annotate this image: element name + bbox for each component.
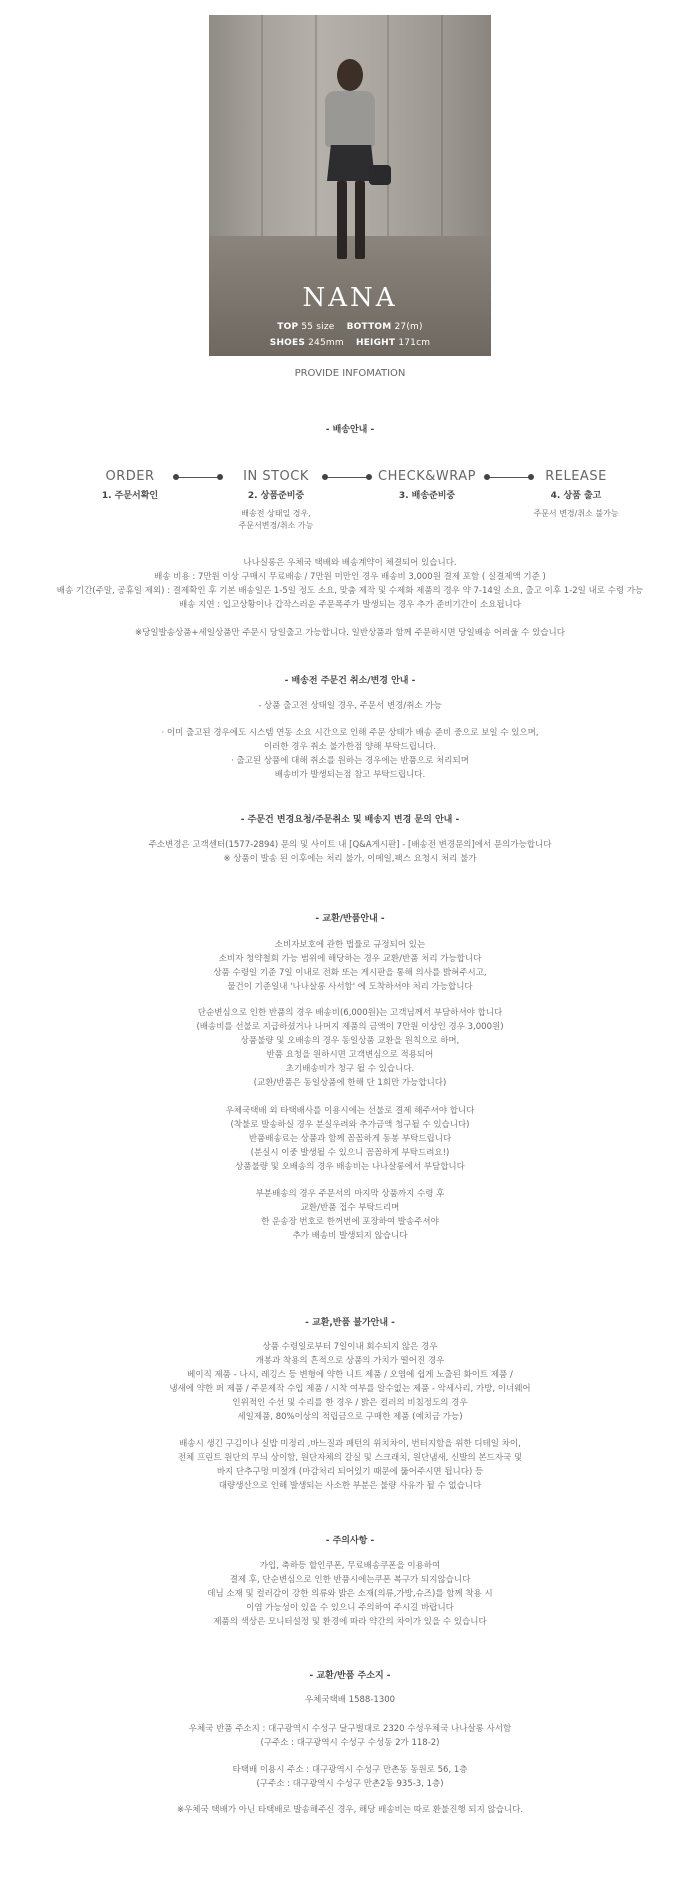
step-sub: 4. 상품 출고 [550,491,602,501]
exchange-text-line: (배송비를 선불로 지급하셨거나 나머지 제품의 금액이 7만원 이상인 경우 3,000원) [196,1022,504,1032]
arrow-dot [528,474,534,480]
cancel-line: - 상품 출고전 상태일 경우, 주문서 변경/취소 가능 [258,701,442,711]
arrow-dot [322,474,328,480]
model-figure-leg [337,181,347,259]
step-order [60,469,200,501]
exchange-text-line: 반품배송료는 상품과 함께 꼼꼼하게 동봉 부탁드립니다 [248,1134,452,1144]
caution-block [0,1559,700,1629]
address-block-other [0,1763,700,1791]
step-desc [506,508,646,520]
no-return-section-title: - 교환,반품 불가안내 - [305,1318,395,1328]
no-return-block [0,1437,700,1493]
step-name: ORDER [105,469,155,484]
model-name: NANA [302,283,398,313]
caution-text-line: 가입, 축하등 할인쿠폰, 무료배송쿠폰을 이용하여 [259,1561,441,1571]
step-sub: 2. 상품준비중 [247,491,305,501]
caution-text-line: 이염 가능성이 있을 수 있으니 주의하여 주시길 바랍니다 [246,1603,454,1613]
step-desc-line: 배송전 상태일 경우, [241,509,311,518]
cancel-text-line: 이러한 경우 취소 불가한점 양해 부탁드립니다. [263,742,437,752]
exchange-text-line: 상품 수령일 기준 7일 이내로 전화 또는 게시판을 통해 의사를 밝혀주시고, [213,968,487,978]
arrow-dot [366,474,372,480]
shipping-info-line: 배송 기간(주말, 공휴일 제외) : 결제확인 후 기본 배송일은 1-5일 정도 소요, 맞춤 제작 및 수제화 제품의 경우 약 7-14일 소요, 출고 이후 1-2일 내로 수령 가능 [56,586,644,596]
exchange-text-line: 소비자 청약철회 가능 범위에 해당하는 경우 교환/반품 처리 가능합니다 [218,954,482,964]
step-check-wrap [357,469,497,501]
exchange-text-line: 소비자보호에 관한 법률로 규정되어 있는 [274,940,426,950]
address-text-line: 우체국 반품 주소지 : 대구광역시 수성구 달구벌대로 2320 수성우체국 나나살롱 사서함 [188,1724,512,1734]
step-desc [206,508,346,532]
shipping-info-line: ※당일발송상품+세일상품만 주문시 당일출고 가능합니다. 일반상품과 함께 주문하시면 당일배송 어려울 수 있습니다 [135,628,565,638]
step-arrow [176,477,220,478]
step-name: CHECK&WRAP [378,469,476,484]
shipping-info-line: 나나실롱은 우체국 택배와 배송계약이 체결되어 있습니다. [243,558,457,568]
address-text-line: (구주소 : 대구광역시 수성구 만촌2동 935-3, 1층) [256,1779,444,1789]
exchange-text-line: 상품불량 및 오배송의 경우 동일상품 교환을 원칙으로 하며, [240,1036,460,1046]
address-block-post [0,1722,700,1750]
exchange-block [0,938,700,994]
no-return-text-line: 전체 프린트 원단의 무늬 상이함, 원단자체의 갈실 및 스크래치, 원단냄새, 신발의 본드자국 및 [177,1453,523,1463]
inquiry-block [0,838,700,866]
shipping-info-line: 배송 비용 : 7만원 이상 구매시 무료배송 / 7만원 미만인 경우 배송비 3,000원 결제 포함 ( 실결제액 기준 ) [154,572,546,582]
exchange-text-line: (교환/반품은 동일상품에 한해 단 1회만 가능합니다) [253,1078,447,1088]
model-photo [209,15,491,356]
model-figure-head [337,59,363,91]
no-return-block [0,1340,700,1424]
step-arrow [325,477,369,478]
cancel-text-line: · 이미 출고된 경우에도 시스템 연동 소요 시간으로 인해 주문 상태가 배송 준비 중으로 보일 수 있으며, [161,728,539,738]
no-return-text-line: 배송시 생긴 구김이나 실밥 미정리 ,바느질과 패턴의 위치차이, 번터지함을 위한 디테일 차이, [179,1439,521,1449]
spec-value-height: 171cm [398,338,431,348]
spec-value-top: 55 size [301,322,335,332]
step-arrow [487,477,531,478]
exchange-text-line: 우체국택배 외 타택배사를 이용시에는 선불로 결제 해주셔야 합니다 [225,1106,475,1116]
address-text-line: (구주소 : 대구광역시 수성구 수성동 2가 118-2) [260,1738,440,1748]
shipping-info-block [0,556,700,640]
exchange-section-title: - 교환/반품안내 - [315,914,385,924]
model-spec-line [209,338,491,348]
cancel-text-line: · 출고된 상품에 대해 취소를 원하는 경우에는 반품으로 처리되며 [231,756,469,766]
exchange-text-line: 단순변심으로 인한 반품의 경우 배송비(6,000원)는 고객님께서 부담하셔야 합니다 [197,1008,503,1018]
model-figure-skirt [327,145,375,181]
shipping-section-title: - 배송안내 - [325,425,375,435]
step-sub: 3. 배송준비중 [398,491,456,501]
address-section-title: - 교환/반품 주소지 - [309,1671,391,1681]
inquiry-text-line: 주소변경은 고객센터(1577-2894) 문의 및 사이트 내 [Q&A게시판] - [배송전 변경문의]에서 문의가능합니다 [148,840,552,850]
spec-label-top: TOP [277,322,299,332]
model-figure-top [325,91,375,147]
shipping-info-line: 배송 지연 : 입고상황이나 갑작스러운 주문폭주가 발생되는 경우 추가 준비기간이 소요됩니다 [179,600,521,610]
address-courier: 우체국택배 1588-1300 [304,1695,396,1705]
no-return-text-line: 개봉과 착용의 흔적으로 상품의 가치가 떨어진 경우 [255,1356,445,1366]
step-name: RELEASE [545,469,607,484]
exchange-text-line: (착불로 발송하실 경우 분실우려와 추가금액 청구될 수 있습니다) [230,1120,470,1130]
cancel-text-line: 배송비가 발생되는점 참고 부탁드립니다. [274,770,426,780]
caution-text-line: 데님 소재 및 컬러감이 강한 의류와 밝은 소재(의류,가방,슈즈)를 함께 착용 시 [207,1589,493,1599]
arrow-dot [484,474,490,480]
exchange-text-line: 부분배송의 경우 주문서의 마지막 상품까지 수령 후 [255,1189,445,1199]
spec-label-height: HEIGHT [355,338,396,348]
exchange-text-line: 반품 요청을 원하시면 고객변심으로 적용되어 [266,1050,434,1060]
step-desc-line: 주문서변경/취소 가능 [238,521,314,530]
no-return-text-line: 베이직 제품 - 나시, 레깅스 등 변형에 약한 니트 제품 / 오염에 쉽게 노출된 화이트 제품 / [187,1370,513,1380]
inquiry-section-title: - 주문건 변경요청/주문취소 및 배송지 변경 문의 안내 - [240,815,460,825]
no-return-text-line: 냉새에 약한 퍼 제품 / 주문제작 수입 제품 / 시착 여부를 알수없는 제품 - 악세사리, 가방, 이너웨어 [169,1384,531,1394]
no-return-text-line: 대량생산으로 인해 발생되는 사소한 부분은 불량 사유가 될 수 없습니다 [218,1481,482,1491]
provide-information-label: PROVIDE INFOMATION [294,368,406,379]
step-desc-line: 주문서 변경/취소 불가능 [533,509,619,518]
step-sub: 1. 주문서확인 [101,491,159,501]
address-text-line: 타택배 이용시 주소 : 대구광역시 수성구 만촌동 동원로 56, 1층 [232,1765,468,1775]
caution-text-line: 결제 후, 단순변심으로 인한 반품시에는쿠폰 복구가 되지않습니다 [229,1575,471,1585]
step-name: IN STOCK [243,469,309,484]
arrow-dot [217,474,223,480]
spec-value-bottom: 27(m) [394,322,423,332]
exchange-block [0,1006,700,1090]
no-return-text-line: 인위적인 수선 및 수리를 한 경우 / 밝은 컬러의 비침정도의 경우 [232,1398,468,1408]
caution-text-line: 제품의 색상은 모니터설정 및 환경에 따라 약간의 차이가 있을 수 있습니다 [213,1617,487,1627]
exchange-text-line: 한 운송장 번호로 한꺼번에 포장하여 발송주셔야 [261,1217,439,1227]
exchange-text-line: 물건이 기준일내 '나나살롱 사서함' 에 도착하셔야 처리 가능합니다 [227,982,473,992]
shipping-info-line [0,612,700,626]
exchange-text-line: (분실시 이중 발생될 수 있으니 꼼꼼하게 부탁드려요!) [250,1148,450,1158]
model-spec-line [209,322,491,332]
no-return-text-line: 바지 단추구멍 미절개 (마감처리 되어있기 때문에 뚫어주시면 됩니다) 등 [216,1467,484,1477]
no-return-text-line: 상품 수령일로부터 7일이내 회수되지 않은 경우 [262,1342,438,1352]
address-note: ※우체국 택배가 아닌 타택배로 발송해주신 경우, 해당 배송비는 따로 환불진행 되지 않습니다. [176,1805,524,1815]
caution-section-title: - 주의사항 - [325,1536,375,1546]
exchange-block [0,1187,700,1243]
spec-label-bottom: BOTTOM [346,322,392,332]
spec-label-shoes: SHOES [269,338,306,348]
spec-value-shoes: 245mm [308,338,344,348]
cancel-block [0,726,700,782]
arrow-dot [173,474,179,480]
cancel-section-title: - 배송전 주문건 취소/변경 안내 - [284,676,416,686]
exchange-text-line: 상품불량 및 오배송의 경우 배송비는 나나살롱에서 부담합니다 [235,1162,465,1172]
exchange-block [0,1104,700,1174]
exchange-text-line: 추가 배송비 발생되지 않습니다 [292,1231,408,1241]
no-return-text-line: 세일제품, 80%이상의 적립금으로 구매한 제품 (예치금 가능) [237,1412,463,1422]
exchange-text-line: 교환/반품 접수 부탁드리며 [300,1203,400,1213]
model-figure-leg [355,181,365,259]
exchange-text-line: 초기배송비가 청구 될 수 있습니다. [285,1064,415,1074]
model-figure-bag [369,165,391,185]
inquiry-text-line: ※ 상품이 발송 된 이후에는 처리 불가, 이메일,팩스 요청시 처리 불가 [223,854,477,864]
